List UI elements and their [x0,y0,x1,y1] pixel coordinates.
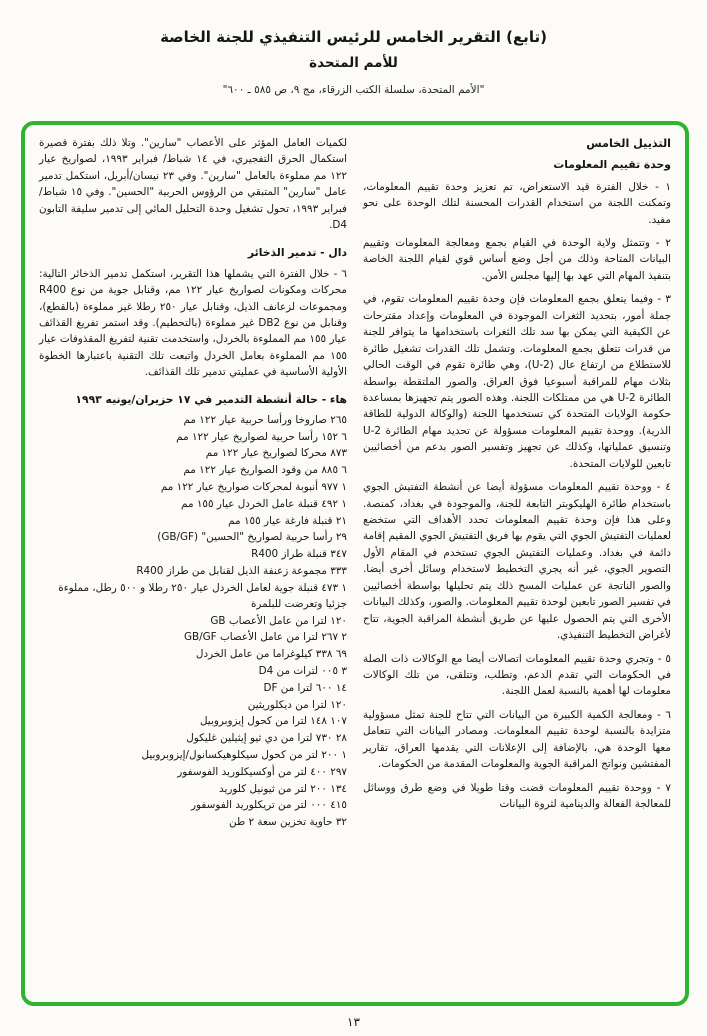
destroyed-item: ٦ ١٥٢ رأسا حربية لصواريخ عيار ١٢٢ مم [176,430,347,443]
text-columns [39,135,671,992]
destroyed-item: ١ ٩٧٧ أنبوبة لمحركات صواريخ عيار ١٢٢ مم [160,481,347,494]
appendix-paragraph: ٧ - ووحدة تقييم المعلومات قضت وقتا طويلا في وضع طرق ووسائل للمعالجة الفعالة والدينامية لثروة البيانات [363,781,671,811]
section-d-paragraph: ٦ - خلال الفترة التي يشملها هذا التقرير، استكمل تدمير الذخائر التالية: محركات ومكونات لصواريخ عيار ١٢٢ مم، وقنابل جوية من نوع R400 ومجموعات لزعانف الذيل، وقنابل عيار ٢٥٠ رطلا غير مملوءة (بالقطع)، وقنابل من نوع DB2 غير مملوءة (بالتحطيم). وقد استمر تفريغ القذائف عيار ١٥٥ مم المملوءة بالخردل، واستخدمت تقنية لتفريغ المقذوفات عيار ١٥٥ مم المملوءة بعامل الخردل واتبعت تلك التقنية باعتبارها الخطوة الأولية الأساسية في عمليتي تدمير تلك القذائف. [39,267,348,379]
appendix-paragraph: ٣ - وفيما يتعلق بجمع المعلومات فإن وحدة تقييم المعلومات تقوم، في جملة أمور، بتحديد الثغرات الموجودة في المعلومات وإعداد مقترحات عن الكيفية التي يمكن بها سد تلك الثغرات باستخدامها ما يتوافر للجنة من قدرات تتعلق بجمع المعلومات. وتشمل تلك القدرات تشغيل طائرة للاستطلاع من ارتفاع عال (U-2)، وهي طائرة تقوم في الوقت الحالي بثلاث مهام للمراقبة أسبوعيا فوق العراق. والصور الملتقطة بواسطة الطائرة U-2 هي من ممتلكات اللجنة. وهذه الصور يتم تجهيزها بمساعدة حكومة الولايات المتحدة كي تستخدمها اللجنة (والوكالة الدولية للطاقة الذرية). ووحدة تقييم المعلومات مسؤولة عن تحديد مهام الطائرة U-2 وتنسيق عملياتها، وكذلك عن تجهيز وتفسير الصور بدعم من أخصائيين تابعين للولايات المتحدة. [363,293,671,470]
appendix-paragraph: ٦ - ومعالجة الكمية الكبيرة من البيانات التي تتاح للجنة تمثل مسؤولية متزايدة بالنسبة لوحدة تقييم المعلومات. ومصادر البيانات التي تتعامل معها الوحدة هي، بالإضافة إلى الإعلانات التي يقدمها العراق، تقارير المفتشين ونواتج المراقبة الجوية والمعلومات المقدمة من الحكومات. [363,708,671,771]
document-header [0,0,707,96]
section-e-title: هاء - حالة أنشطة التدمير في ١٧ حزيران/يونيه ١٩٩٣ [75,392,347,406]
destroyed-item: ٢٩٧ ٤٠٠ لتر من أوكسيكلوريد الفوسفور [177,765,347,778]
appendix-title: التذييل الخامس [586,137,671,150]
appendix-paragraph: ٤ - ووحدة تقييم المعلومات مسؤولة أيضا عن أنشطة التفتيش الجوي باستخدام طائرة الهليكوبتر التابعة للجنة، والموجودة في بغداد، كمنصة. وعلى هذا فإن وحدة تقييم المعلومات تحدد الأهداف التي ستخضع لعمليات التفتيش الجوي التي يقوم بها فريق التفتيش الجوي المقيم إقامة دائمة في بغداد. وعمليات التفتيش الجوي تستخدم في المقام الأول التصوير الجوي، غير أنه يجري التخطيط لاستخدام وسائل أخرى أيضا. والصور الناتجة عن عمليات المسح ذلك يتم تحليلها بواسطة أخصائيين في تفسير الصور تابعين لوحدة تقييم المعلومات. والصور، وكذلك البيانات الأخرى التي يتم الحصول عليها عن طريق أنشطة المراقبة الجوية، تتاح لأغراض التخطيط التنفيذي. [363,481,671,642]
destroyed-item: ٨٧٣ محركا لصواريخ عيار ١٢٢ مم [205,447,347,460]
column-appendix [363,135,671,992]
destroyed-item: ٦ ٨٨٥ من وقود الصواريخ عيار ١٢٢ مم [183,464,347,477]
appendix-subtitle: وحدة تقييم المعلومات [553,157,671,171]
destroyed-item: ٢٦٥ صاروخا ورأسا حربية عيار ١٢٢ مم [183,413,347,426]
destroyed-item: ٤١٥ ٠٠٠ لتر من تريكلوريد الفوسفور [191,799,347,812]
appendix-paragraph: ٢ - وتتمثل ولاية الوحدة في القيام بجمع ومعالجة المعلومات وتقييم البيانات المتاحة وذلك من أجل وضع أساس قوي لقيام اللجنة الخاصة بتنفيذ المهام التي عهد بها إليها مجلس الأمن. [363,237,671,282]
source-note: "الأمم المتحدة، سلسلة الكتب الزرقاء، مج ٩، ص ٥٨٥ ـ ٦٠٠" [222,84,485,96]
destroyed-item: ٣٣٣ مجموعة زعنفة الذيل لقنابل من طراز R400 [136,565,347,578]
appendix-paragraphs [363,179,671,813]
destroyed-item: ١٣٤ ٢٠٠ لتر من ثيونيل كلوريد [219,782,347,795]
destroyed-item: ٢١ قنبلة فارغة عيار ١٥٥ مم [228,514,347,527]
destroyed-item: ٣ ٠٠٥ لترات من D4 [258,664,347,677]
continuation-paragraph: لكميات العامل المؤثر على الأعصاب "سارين". وتلا ذلك بفترة قصيرة استكمال الحرق التفجيري، في ١٤ شباط/ فبراير ١٩٩٣، لصواريخ عيار ١٢٢ مم مملوءة بالعامل "سارين". وفي ٢٣ نيسان/أبريل، استكمل تدمير عامل "سارين" المتبقي من الرؤوس الحربية "الحسين". وفي ١٥ شباط/ فبراير ١٩٩٣، تحول تشغيل وحدة التحليل المائي إلى تدمير سليفة التابون D4. [39,137,348,232]
appendix-paragraph: ٥ - وتجري وحدة تقييم المعلومات اتصالات أيضا مع الوكالات ذات الصلة في الحكومات التي تقدم الدعم، وتطلب، وتتلقى، من تلك الوكالات معلومات لها أهمية بالنسبة لعمل اللجنة. [363,652,671,698]
document-title-line1: (تابع) التقرير الخامس للرئيس التنفيذي للجنة الخاصة [160,28,547,46]
destroyed-item: ٢ ٢٦٧ لترا من عامل الأعصاب GB/GF [183,631,347,644]
destroyed-item: ٢٨ ٧٣٠ لترا من دي ثيو إيثيلين غليكول [186,732,347,745]
destroyed-item: ٦٩ ٣٣٨ كيلوغراما من عامل الخردل [195,648,347,661]
destroyed-item: ١٠٧ ١٤٨ لترا من كحول إيزوبروبيل [199,715,347,728]
column-munitions [39,135,347,992]
destroyed-items-list [39,413,347,831]
destroyed-item: ٣٤٧ قنبلة طراز R400 [251,548,347,561]
page-number: ١٣ [347,1015,360,1029]
document-title-line2: للأمم المتحدة [309,55,398,71]
destroyed-item: ١٢٠ لترا من ديكلوريثين [247,698,347,711]
section-d-title: دال - تدمير الذخائر [247,245,347,259]
destroyed-item: ١٤ ٦٠٠ لترا من DF [263,681,347,694]
appendix-paragraph: ١ - خلال الفترة قيد الاستعراض، تم تعزيز وحدة تقييم المعلومات، وتمكنت اللجنة من استخدام القدرات المحسنة لتلك الوحدة على نحو مفيد. [363,180,671,226]
destroyed-item: ١٢٠ لترا من عامل الأعصاب GB [210,614,347,627]
destroyed-item: ١ ٤٩٢ قنبلة عامل الخردل عيار ١٥٥ مم [181,497,347,510]
destroyed-item: ١ ٤٧٣ قنبلة جوية لعامل الخردل عيار ٢٥٠ رطلا و ٥٠٠ رطل، مملوءة جزئيا وتعرضت للبلمرة [58,581,347,610]
content-frame [21,121,689,1006]
destroyed-item: ٣٢ حاوية تخزين سعة ٢ طن [229,816,347,829]
destroyed-item: ١ ٢٠٠ لتر من كحول سيكلوهيكسانول/إيزوبروبيل [141,749,347,762]
destroyed-item: ٢٩ رأسا حربية لصواريخ "الحسين" (GB/GF) [157,531,347,544]
